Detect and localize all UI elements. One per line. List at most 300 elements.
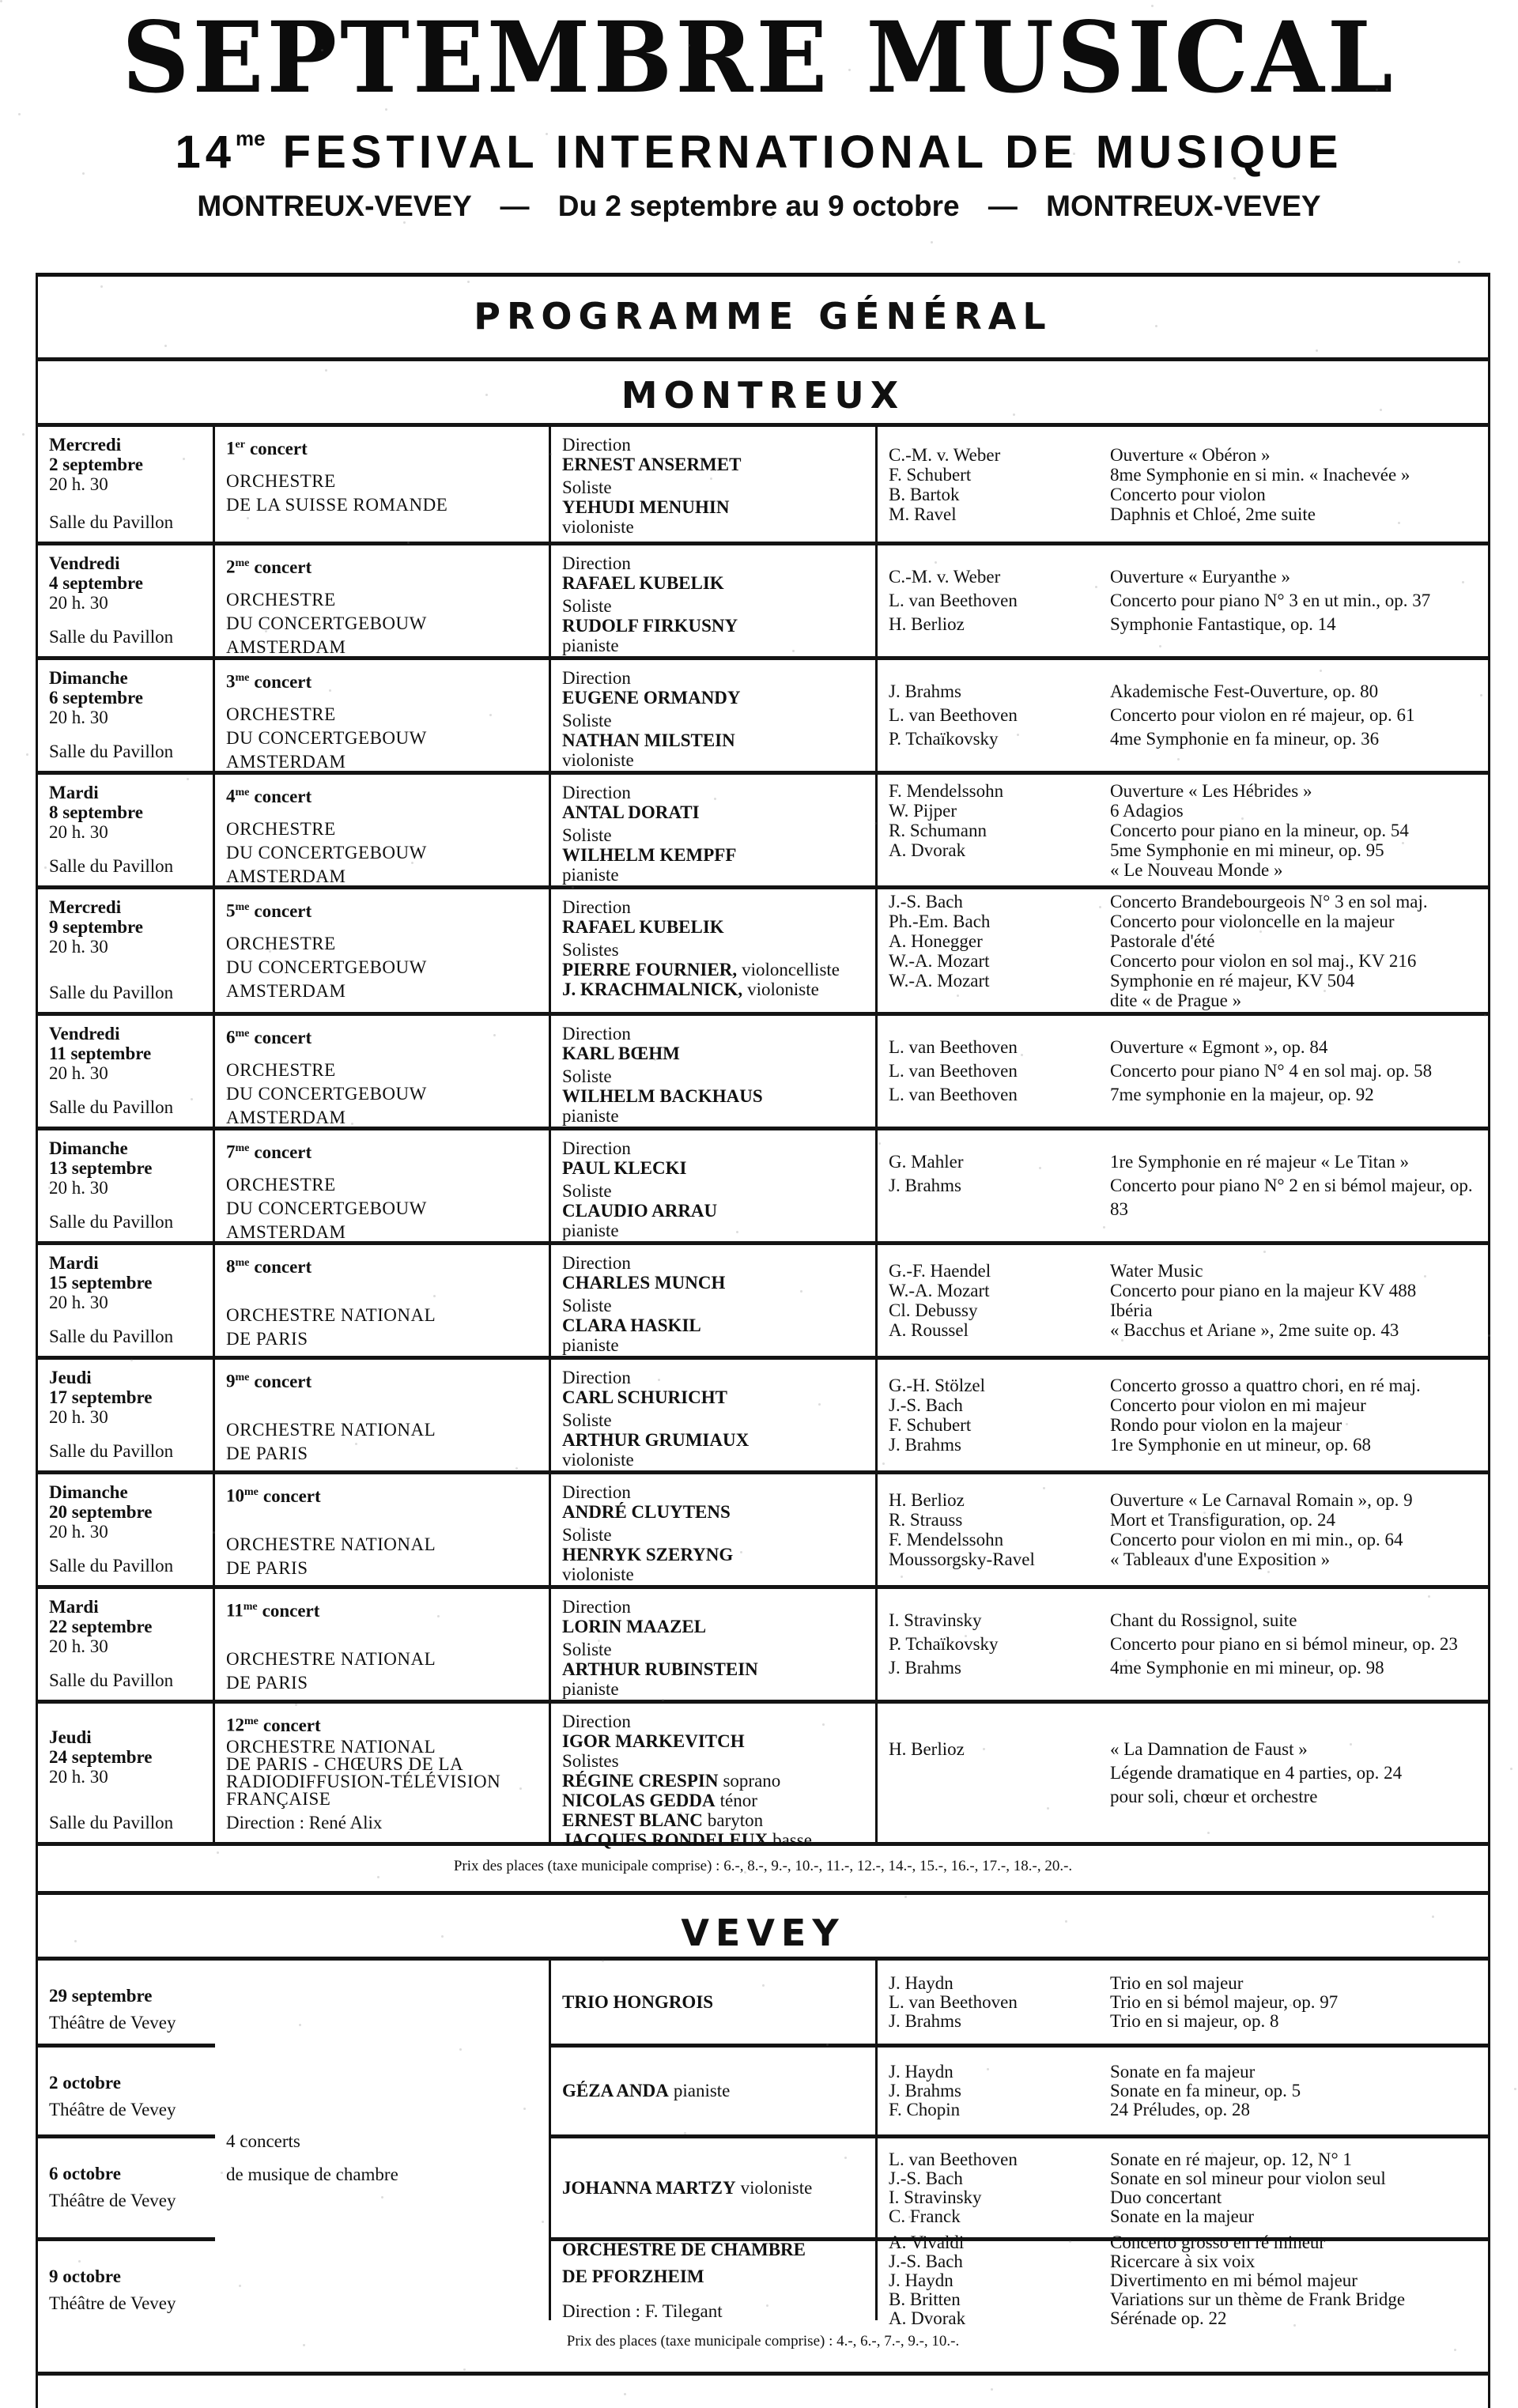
program-item bbox=[889, 860, 1477, 880]
program-item bbox=[889, 1320, 1477, 1340]
vevey-venue: Théâtre de Vevey bbox=[49, 2100, 176, 2119]
work: dite « de Prague » bbox=[1110, 990, 1242, 1010]
soloist-name: ARTHUR GRUMIAUX bbox=[562, 1430, 750, 1450]
orchestra-line: ORCHESTRE NATIONAL bbox=[226, 1304, 436, 1325]
program-item bbox=[889, 613, 1477, 636]
program-item bbox=[889, 2188, 1477, 2207]
performers-cell bbox=[551, 1016, 878, 1127]
paper-speck bbox=[710, 477, 712, 480]
paper-speck bbox=[1432, 1915, 1434, 1918]
orchestra-cell bbox=[215, 427, 551, 542]
orchestra-line: DE PARIS bbox=[226, 1328, 308, 1349]
work: Concerto pour violon en ré majeur, op. 61 bbox=[1110, 705, 1415, 725]
soloist-name: YEHUDI MENUHIN bbox=[562, 497, 730, 517]
paper-speck bbox=[848, 69, 851, 71]
concert-number: 6 bbox=[226, 1027, 236, 1047]
composer: A. Honegger bbox=[889, 930, 983, 951]
paper-speck bbox=[1372, 2176, 1374, 2179]
soloist-role: violoniste bbox=[747, 979, 819, 999]
concert-word: concert bbox=[254, 1371, 312, 1391]
festival-subtitle bbox=[0, 111, 1518, 180]
paper-speck bbox=[800, 1290, 802, 1293]
orchestra-line: ORCHESTRE bbox=[226, 1174, 336, 1195]
orchestra-cell bbox=[215, 1016, 551, 1127]
program-item bbox=[889, 840, 1477, 860]
paper-speck bbox=[523, 2108, 526, 2110]
composer: A. Roussel bbox=[889, 1320, 969, 1340]
paper-speck bbox=[130, 1359, 133, 1361]
concert-number: 3 bbox=[226, 671, 236, 692]
concert-number-suffix: me bbox=[235, 1257, 250, 1269]
concert-venue: Salle du Pavillon bbox=[49, 1441, 174, 1461]
program-item bbox=[889, 1549, 1477, 1569]
performers-cell bbox=[551, 660, 878, 771]
concert-word: concert bbox=[262, 1600, 320, 1621]
edition-suffix: me bbox=[235, 126, 266, 150]
concert-venue: Salle du Pavillon bbox=[49, 1556, 174, 1576]
paper-speck bbox=[1069, 2240, 1071, 2243]
performer-name: TRIO HONGROIS bbox=[562, 1991, 714, 2012]
composer: W.-A. Mozart bbox=[889, 1281, 990, 1300]
soloist-name: NICOLAS GEDDA bbox=[562, 1791, 716, 1810]
orchestra-name bbox=[226, 1173, 538, 1244]
paper-speck bbox=[467, 281, 470, 283]
concert-day: Mardi bbox=[49, 783, 99, 802]
concert-venue: Salle du Pavillon bbox=[49, 1813, 174, 1832]
concert-date: 15 septembre bbox=[49, 1273, 153, 1293]
composer: F. Mendelssohn bbox=[889, 1530, 1004, 1549]
composer: B. Britten bbox=[889, 2289, 961, 2309]
program-item bbox=[889, 1530, 1477, 1549]
paper-speck bbox=[822, 1723, 825, 1726]
montreux-prices: Prix des places (taxe municipale comprise) : 6.-, 8.-, 9.-, 10.-, 11.-, 12.-, 14.-, 15.-, 16.-, 17.-, 18.-, 20.-. bbox=[453, 1858, 1073, 1874]
paper-speck bbox=[736, 1231, 738, 1233]
program-item bbox=[889, 1435, 1477, 1455]
work: « La Damnation de Faust » bbox=[1110, 1738, 1308, 1759]
concert-row bbox=[38, 1360, 1488, 1474]
composer: J. Brahms bbox=[889, 2081, 961, 2100]
soloist-label: Soliste bbox=[562, 711, 612, 730]
paper-speck bbox=[762, 1984, 765, 1987]
conductor-name: LORIN MAAZEL bbox=[562, 1617, 707, 1636]
paper-speck bbox=[1488, 1334, 1490, 1337]
soloist-label: Soliste bbox=[562, 1066, 612, 1086]
orchestra-line: AMSTERDAM bbox=[226, 1107, 346, 1127]
program-item bbox=[889, 1174, 1477, 1221]
paper-speck bbox=[1125, 1659, 1127, 1662]
paper-speck bbox=[1350, 1743, 1352, 1746]
concert-number-label bbox=[226, 1597, 538, 1621]
paper-speck bbox=[901, 1576, 903, 1578]
concert-date: 2 septembre bbox=[49, 455, 144, 474]
program-item bbox=[889, 931, 1477, 951]
concert-word: concert bbox=[254, 900, 312, 921]
paper-speck bbox=[403, 221, 406, 224]
soloist-role: baryton bbox=[707, 1810, 764, 1830]
vevey-heading: VEVEY bbox=[681, 1912, 845, 1954]
concert-number-suffix: me bbox=[235, 672, 250, 684]
program-item bbox=[889, 801, 1477, 821]
soloist bbox=[562, 1201, 864, 1221]
program-item bbox=[889, 1490, 1477, 1510]
paper-speck bbox=[654, 1059, 656, 1061]
soloist-name: CLAUDIO ARRAU bbox=[562, 1201, 718, 1221]
work: Mort et Transfiguration, op. 24 bbox=[1110, 1510, 1335, 1530]
paper-speck bbox=[878, 1142, 881, 1145]
orchestra-cell bbox=[215, 1704, 551, 1842]
concert-date: 8 septembre bbox=[49, 802, 144, 822]
paper-speck bbox=[239, 2285, 241, 2287]
orchestra-cell bbox=[215, 1589, 551, 1700]
soloist-name: WILHELM KEMPFF bbox=[562, 845, 737, 865]
paper-speck bbox=[1406, 1162, 1408, 1164]
composer: L. van Beethoven bbox=[889, 1037, 1018, 1057]
paper-speck bbox=[213, 1531, 215, 1534]
program-item bbox=[889, 1150, 1477, 1174]
orchestra-line: DE PARIS - CHŒURS DE LA bbox=[226, 1753, 464, 1774]
work: Légende dramatique en 4 parties, op. 24 bbox=[1110, 1762, 1403, 1783]
direction-label: Direction bbox=[562, 1712, 631, 1731]
soloist-label: Soliste bbox=[562, 1296, 612, 1315]
composer: J.-S. Bach bbox=[889, 1395, 963, 1415]
orchestra-line: ORCHESTRE NATIONAL bbox=[226, 1534, 436, 1554]
paper-speck bbox=[1424, 1275, 1426, 1278]
concert-number: 7 bbox=[226, 1142, 236, 1162]
program-item bbox=[889, 1083, 1477, 1107]
program-item bbox=[889, 1300, 1477, 1320]
concert-date: 9 septembre bbox=[49, 917, 144, 937]
program-cell bbox=[878, 660, 1488, 771]
work: Variations sur un thème de Frank Bridge bbox=[1110, 2289, 1406, 2309]
composer: J. Brahms bbox=[889, 2010, 961, 2031]
orchestra-cell bbox=[215, 660, 551, 771]
soloist-name: CLARA HASKIL bbox=[562, 1315, 701, 1335]
paper-speck bbox=[1324, 990, 1326, 992]
soloist-label: Soliste bbox=[562, 1410, 612, 1430]
concert-time: 20 h. 30 bbox=[49, 1407, 108, 1427]
concert-time: 20 h. 30 bbox=[49, 1063, 108, 1083]
paper-speck bbox=[1480, 694, 1482, 696]
concert-time: 20 h. 30 bbox=[49, 1178, 108, 1198]
concert-date: 20 septembre bbox=[49, 1502, 153, 1522]
program-item bbox=[889, 2271, 1477, 2290]
conductor-name: EUGENE ORMANDY bbox=[562, 688, 741, 708]
orchestra-line: ORCHESTRE bbox=[226, 589, 336, 610]
composer: W.-A. Mozart bbox=[889, 970, 990, 991]
conductor-name: ANDRÉ CLUYTENS bbox=[562, 1502, 731, 1522]
program-item bbox=[889, 1261, 1477, 1281]
paper-speck bbox=[826, 2044, 829, 2046]
orchestra-line: ORCHESTRE bbox=[226, 470, 336, 491]
paper-speck bbox=[882, 1463, 885, 1465]
composer: C.-M. v. Weber bbox=[889, 567, 1001, 587]
paper-speck bbox=[187, 778, 189, 780]
soloist-label: Soliste bbox=[562, 1181, 612, 1201]
performers-cell bbox=[551, 889, 878, 1012]
paper-speck bbox=[1129, 1980, 1131, 1982]
paper-speck bbox=[221, 2172, 223, 2174]
concert-word: concert bbox=[254, 671, 312, 692]
performer bbox=[562, 2175, 864, 2202]
program-item bbox=[889, 2012, 1477, 2031]
direction-label: Direction bbox=[562, 668, 631, 688]
concert-day: Vendredi bbox=[49, 1024, 120, 1044]
vevey-prices: Prix des places (taxe municipale comprise) : 4.-, 6.-, 7.-, 9.-, 10.-. bbox=[566, 2333, 960, 2349]
orchestra-cell bbox=[215, 1360, 551, 1470]
paper-speck bbox=[164, 345, 167, 347]
paper-speck bbox=[1398, 522, 1400, 524]
work: Concerto pour piano N° 3 en ut min., op. 37 bbox=[1110, 591, 1431, 610]
soloist-role: basse bbox=[772, 1830, 812, 1850]
paper-speck bbox=[1159, 645, 1161, 647]
paper-speck bbox=[1013, 413, 1015, 416]
paper-speck bbox=[217, 1851, 219, 1854]
paper-speck bbox=[321, 49, 323, 51]
concert-date: 4 septembre bbox=[49, 573, 144, 593]
paper-speck bbox=[1342, 1103, 1344, 1105]
concert-word: concert bbox=[249, 438, 308, 459]
concert-number-suffix: me bbox=[235, 1028, 250, 1040]
concert-number-label bbox=[226, 1138, 538, 1162]
orchestra-name bbox=[226, 1304, 538, 1351]
performers-cell bbox=[551, 427, 878, 542]
concert-time: 20 h. 30 bbox=[49, 593, 108, 613]
concert-day: Mercredi bbox=[49, 435, 122, 455]
composer: R. Strauss bbox=[889, 1510, 963, 1530]
composer: P. Tchaïkovsky bbox=[889, 729, 999, 749]
paper-speck bbox=[160, 25, 163, 27]
date-cell bbox=[38, 660, 215, 771]
composer: J.-S. Bach bbox=[889, 2251, 963, 2271]
paper-speck bbox=[766, 2304, 768, 2307]
concert-time: 20 h. 30 bbox=[49, 822, 108, 842]
program-item bbox=[889, 465, 1477, 485]
program-item bbox=[889, 1632, 1477, 1656]
concert-venue: Salle du Pavillon bbox=[49, 1670, 174, 1690]
soloist bbox=[562, 1771, 864, 1791]
soloist bbox=[562, 845, 864, 865]
concert-venue: Salle du Pavillon bbox=[49, 1212, 174, 1232]
composer: J. Haydn bbox=[889, 2270, 953, 2290]
work: Water Music bbox=[1110, 1261, 1203, 1281]
program-item bbox=[889, 565, 1477, 589]
orchestra-name bbox=[226, 817, 538, 889]
orchestra-line: DU CONCERTGEBOUW bbox=[226, 613, 427, 633]
concert-venue: Salle du Pavillon bbox=[49, 627, 174, 647]
orchestra-line: DE LA SUISSE ROMANDE bbox=[226, 494, 448, 515]
orchestra-line: DE PARIS bbox=[226, 1443, 308, 1463]
performer-role: violoniste bbox=[740, 2177, 813, 2198]
paper-speck bbox=[52, 1507, 55, 1509]
dash: — bbox=[500, 190, 530, 222]
date-cell bbox=[38, 1474, 215, 1585]
concert-row bbox=[38, 1016, 1488, 1130]
paper-speck bbox=[1211, 2152, 1214, 2154]
concert-day: Jeudi bbox=[49, 1368, 92, 1387]
paper-speck bbox=[549, 453, 552, 455]
performer bbox=[562, 2078, 864, 2104]
divider bbox=[36, 2372, 1490, 2376]
performer bbox=[562, 1989, 864, 2016]
paper-speck bbox=[74, 1940, 77, 1942]
program-item bbox=[889, 991, 1477, 1010]
work: Akademische Fest-Ouverture, op. 80 bbox=[1110, 681, 1379, 701]
concert-number-suffix: er bbox=[235, 439, 245, 451]
soloist-label: Soliste bbox=[562, 1525, 612, 1545]
work: Symphonie en ré majeur, KV 504 bbox=[1110, 970, 1355, 991]
paper-speck bbox=[1454, 2349, 1456, 2351]
soloist-role: pianiste bbox=[562, 1335, 619, 1355]
paper-speck bbox=[463, 2368, 466, 2371]
composer: P. Tchaïkovsky bbox=[889, 1634, 999, 1654]
soloist bbox=[562, 497, 864, 517]
paper-speck bbox=[632, 625, 634, 628]
work: Ouverture « Egmont », op. 84 bbox=[1110, 1037, 1328, 1057]
series-label: 4 concerts bbox=[226, 2131, 300, 2151]
composer: A. Vivaldi bbox=[889, 2232, 965, 2252]
work: Rondo pour violon en la majeur bbox=[1110, 1415, 1342, 1435]
performer-role: pianiste bbox=[673, 2081, 731, 2100]
performers-cell bbox=[551, 1589, 878, 1700]
paper-speck bbox=[1462, 581, 1464, 583]
paper-speck bbox=[602, 1960, 604, 1962]
performer-name-line2: DE PFORZHEIM bbox=[562, 2266, 704, 2286]
paper-speck bbox=[965, 1635, 967, 1637]
paper-speck bbox=[1039, 1167, 1041, 1169]
vevey-venue: Théâtre de Vevey bbox=[49, 2191, 176, 2210]
vevey-venue: Théâtre de Vevey bbox=[49, 2013, 176, 2032]
paper-speck bbox=[542, 2221, 544, 2223]
concert-venue: Salle du Pavillon bbox=[49, 1097, 174, 1117]
paper-speck bbox=[100, 285, 103, 288]
composer: W.-A. Mozart bbox=[889, 950, 990, 971]
paper-speck bbox=[437, 1615, 440, 1617]
composer: J. Haydn bbox=[889, 2062, 953, 2082]
program-item bbox=[889, 892, 1477, 911]
paper-speck bbox=[844, 2157, 847, 2159]
performers-cell bbox=[551, 1245, 878, 1356]
date-cell bbox=[38, 545, 215, 656]
concert-time: 20 h. 30 bbox=[49, 474, 108, 494]
composer: B. Bartok bbox=[889, 484, 960, 504]
orchestra-cell bbox=[215, 1474, 551, 1585]
orchestra-line: AMSTERDAM bbox=[226, 1221, 346, 1242]
paper-speck bbox=[1177, 758, 1180, 761]
conductor-name: KARL BŒHM bbox=[562, 1044, 680, 1063]
direction-label: Direction bbox=[562, 435, 631, 455]
work: Concerto pour violon bbox=[1110, 484, 1266, 504]
soloist-label: Solistes bbox=[562, 1751, 619, 1771]
concert-number-label bbox=[226, 553, 538, 577]
composer: A. Dvorak bbox=[889, 840, 966, 860]
paper-speck bbox=[1185, 1398, 1188, 1401]
paper-speck bbox=[1103, 1226, 1105, 1229]
paper-speck bbox=[852, 389, 855, 391]
composer: G.-F. Haendel bbox=[889, 1261, 991, 1281]
soloist-name: HENRYK SZERYNG bbox=[562, 1545, 734, 1564]
performer-name: GÉZA ANDA bbox=[562, 2081, 669, 2100]
orchestra-line: ORCHESTRE bbox=[226, 1059, 336, 1080]
divider bbox=[36, 1891, 1490, 1895]
soloist-name: NATHAN MILSTEIN bbox=[562, 730, 735, 750]
work: 6 Adagios bbox=[1110, 800, 1184, 821]
orchestra-name bbox=[226, 470, 538, 517]
paper-speck bbox=[26, 753, 28, 756]
direction-label: Direction bbox=[562, 1597, 631, 1617]
direction-label: Direction bbox=[562, 1024, 631, 1044]
paper-speck bbox=[628, 305, 630, 308]
concert-number-label bbox=[226, 1712, 538, 1735]
work: 8me Symphonie en si min. « Inachevée » bbox=[1110, 464, 1410, 485]
vevey-program-cell bbox=[878, 1961, 1488, 2048]
paper-speck bbox=[1293, 2324, 1296, 2327]
soloist-name: PIERRE FOURNIER, bbox=[562, 960, 738, 979]
orchestra-cell bbox=[215, 1130, 551, 1241]
vevey-program-column bbox=[551, 1961, 1488, 2328]
composer: A. Dvorak bbox=[889, 2308, 966, 2328]
concert-date: 22 septembre bbox=[49, 1617, 153, 1636]
date-cell bbox=[38, 1589, 215, 1700]
work: Concerto Brandebourgeois N° 3 en sol maj. bbox=[1110, 891, 1428, 911]
concert-number-label bbox=[226, 783, 538, 806]
program-item bbox=[889, 2207, 1477, 2226]
work: Sonate en ré majeur, op. 12, N° 1 bbox=[1110, 2149, 1352, 2169]
soloist bbox=[562, 979, 864, 999]
concert-number: 8 bbox=[226, 1256, 236, 1277]
paper-speck bbox=[489, 714, 492, 716]
orchestra-cell bbox=[215, 1245, 551, 1356]
concert-number-suffix: me bbox=[235, 1372, 250, 1383]
concert-day: Dimanche bbox=[49, 1482, 128, 1502]
dash: — bbox=[987, 190, 1018, 222]
paper-speck bbox=[796, 970, 799, 972]
orchestra-name bbox=[226, 1059, 538, 1130]
concert-date: 24 septembre bbox=[49, 1747, 153, 1767]
concert-row bbox=[38, 660, 1488, 775]
paper-speck bbox=[688, 44, 690, 47]
vevey-concert-table bbox=[38, 1961, 1488, 2328]
concert-word: concert bbox=[254, 1256, 312, 1277]
concert-number-suffix: me bbox=[244, 1486, 259, 1498]
composer: W. Pijper bbox=[889, 800, 957, 821]
program-item bbox=[889, 911, 1477, 931]
vevey-concert-row bbox=[551, 1961, 1488, 2048]
paper-speck bbox=[818, 1403, 821, 1406]
composer: H. Berlioz bbox=[889, 1738, 965, 1759]
orchestra-line: DU CONCERTGEBOUW bbox=[226, 1083, 427, 1104]
conductor-name: RAFAEL KUBELIK bbox=[562, 573, 724, 593]
work: Ouverture « Obéron » bbox=[1110, 444, 1271, 465]
work: Sonate en fa majeur bbox=[1110, 2062, 1256, 2082]
work: Ouverture « Euryanthe » bbox=[1110, 567, 1291, 587]
direction-label: Direction bbox=[562, 1253, 631, 1273]
work: Concerto pour piano N° 2 en si bémol majeur, op. 83 bbox=[1110, 1176, 1473, 1219]
program-item bbox=[889, 1376, 1477, 1395]
work: 4me Symphonie en fa mineur, op. 36 bbox=[1110, 729, 1380, 749]
paper-speck bbox=[987, 2068, 989, 2070]
orchestra-line: ORCHESTRE NATIONAL bbox=[226, 1648, 436, 1669]
vevey-series-cell bbox=[215, 1961, 551, 2320]
orchestra-name bbox=[226, 1738, 538, 1808]
paper-speck bbox=[44, 866, 47, 869]
paper-speck bbox=[515, 1467, 518, 1470]
paper-speck bbox=[991, 2388, 993, 2391]
paper-speck bbox=[874, 822, 877, 825]
location-right: MONTREUX-VEVEY bbox=[1046, 190, 1321, 222]
work: 5me Symphonie en mi mineur, op. 95 bbox=[1110, 840, 1384, 860]
orchestra-line: AMSTERDAM bbox=[226, 980, 346, 1001]
composer: L. van Beethoven bbox=[889, 591, 1018, 610]
